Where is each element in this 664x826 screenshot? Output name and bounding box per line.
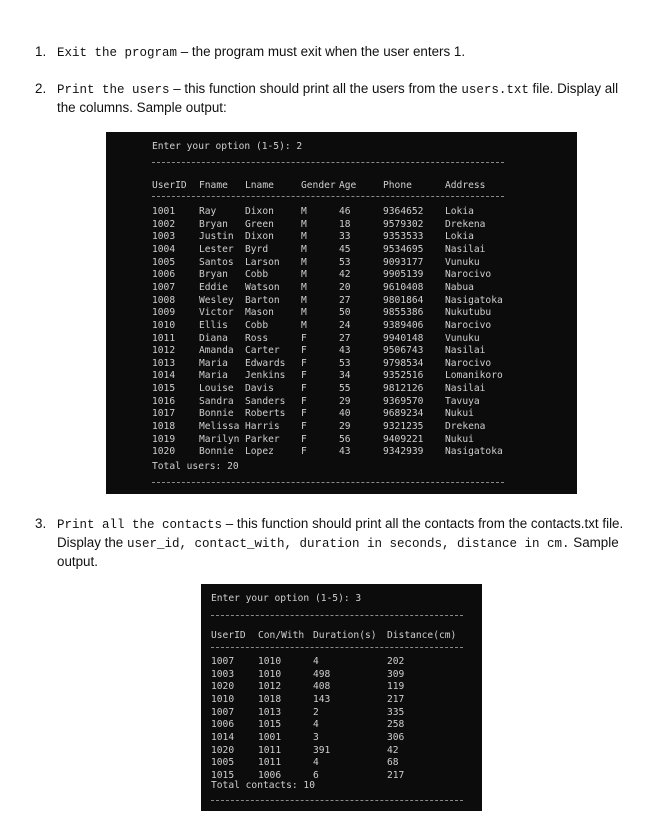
column-header: Duration(s) [313, 630, 377, 641]
table-cell: 1020 [152, 446, 176, 458]
table-cell: 45 [339, 243, 351, 255]
divider [152, 162, 504, 163]
table-cell: Bonnie [199, 446, 234, 458]
table-cell: 29 [339, 395, 351, 407]
table-cell: M [301, 231, 307, 243]
table-cell: Larson [245, 256, 280, 268]
table-cell: 4 [313, 656, 319, 667]
table-cell: 6 [313, 769, 319, 781]
divider [152, 482, 504, 483]
terminal-total: Total contacts: 10 [211, 780, 315, 791]
table-cell: Cobb [245, 319, 269, 331]
table-cell: 9389406 [383, 319, 424, 331]
item-text: – this function should print all the users from the [169, 81, 462, 96]
table-cell: Melissa [199, 421, 240, 433]
table-cell: 408 [313, 681, 331, 693]
divider [152, 196, 504, 197]
table-cell: F [301, 433, 307, 445]
table-cell: 306 [387, 731, 405, 743]
terminal-prompt: Enter your option (1-5): 2 [152, 141, 303, 152]
table-cell: 1001 [258, 731, 282, 743]
item-number: 1. [35, 44, 47, 59]
table-cell: 3 [313, 731, 319, 743]
table-cell: 53 [339, 256, 351, 268]
item-code-filename: users.txt [461, 83, 529, 97]
item-code: Print all the contacts [57, 518, 223, 532]
table-cell: 1005 [211, 757, 235, 769]
table-cell: 9409221 [383, 433, 424, 445]
table-cell: Ray [199, 206, 217, 217]
table-cell: 9610408 [383, 281, 424, 293]
table-cell: 9689234 [383, 408, 424, 420]
table-cell: 1015 [211, 769, 235, 781]
table-cell: Marilyn [199, 433, 240, 445]
divider [211, 615, 463, 616]
table-cell: 1013 [258, 706, 282, 718]
table-cell: 4 [313, 757, 319, 769]
table-cell: M [301, 319, 307, 331]
table-cell: 1020 [211, 744, 235, 756]
table-cell: F [301, 332, 307, 344]
table-cell: 1018 [258, 693, 282, 705]
table-cell: 9812126 [383, 383, 424, 395]
table-cell: M [301, 256, 307, 268]
table-cell: 40 [339, 408, 351, 420]
table-cell: 1002 [152, 218, 176, 230]
table-cell: Ellis [199, 319, 228, 331]
table-cell: 1011 [152, 332, 176, 344]
table-cell: Justin [199, 231, 234, 243]
item-number: 3. [35, 516, 47, 531]
table-cell: M [301, 269, 307, 281]
table-cell: Drekena [445, 218, 486, 230]
table-cell: Nukui [445, 433, 474, 445]
table-cell: 46 [339, 206, 351, 217]
table-cell: 202 [387, 656, 405, 667]
table-cell: Lopez [245, 446, 274, 458]
table-cell: 1018 [152, 421, 176, 433]
table-cell: 68 [387, 757, 399, 769]
table-cell: 1007 [211, 706, 235, 718]
table-cell: 119 [387, 681, 405, 693]
table-cell: M [301, 281, 307, 293]
table-cell: 9534695 [383, 243, 424, 255]
table-cell: 33 [339, 231, 351, 243]
table-cell: 1004 [152, 243, 176, 255]
table-cell: Carter [245, 345, 280, 357]
column-header: Phone [383, 180, 412, 191]
table-cell: Parker [245, 433, 280, 445]
table-cell: Lokia [445, 206, 474, 217]
column-header: Con/With [258, 630, 305, 641]
table-cell: 9905139 [383, 269, 424, 281]
table-cell: Nasigatoka [445, 294, 503, 306]
table-cell: 1006 [152, 269, 176, 281]
table-cell: Cobb [245, 269, 269, 281]
table-cell: Nasilai [445, 383, 486, 395]
contacts-terminal [201, 584, 482, 811]
table-cell: 56 [339, 433, 351, 445]
table-cell: 1007 [211, 656, 235, 667]
table-cell: 29 [339, 421, 351, 433]
table-cell: 1017 [152, 408, 176, 420]
column-header: Fname [199, 180, 228, 191]
table-cell: 391 [313, 744, 331, 756]
item-code: Print the users [57, 83, 170, 97]
table-cell: 34 [339, 370, 351, 382]
table-cell: 1016 [152, 395, 176, 407]
table-cell: 18 [339, 218, 351, 230]
table-cell: 1015 [152, 383, 176, 395]
table-cell: 498 [313, 668, 331, 680]
table-cell: 335 [387, 706, 405, 718]
table-cell: 1012 [152, 345, 176, 357]
item-code: Exit the program [57, 46, 178, 60]
column-header: UserID [152, 180, 187, 191]
table-cell: 1009 [152, 307, 176, 319]
item-text: – the program must exit when the user enters 1. [177, 44, 466, 59]
table-cell: F [301, 395, 307, 407]
table-cell: Maria [199, 357, 228, 369]
table-cell: 309 [387, 668, 405, 680]
table-cell: 1008 [152, 294, 176, 306]
table-cell: 1005 [152, 256, 176, 268]
item-text: file. Display all the columns. Sample output: [57, 81, 619, 115]
table-cell: 43 [339, 345, 351, 357]
table-cell: Bryan [199, 218, 228, 230]
table-cell: Diana [199, 332, 228, 344]
table-cell: 50 [339, 307, 351, 319]
table-cell: 1010 [211, 693, 235, 705]
table-cell: Eddie [199, 281, 228, 293]
table-cell: Tavuya [445, 395, 480, 407]
table-cell: 43 [339, 446, 351, 458]
table-cell: M [301, 307, 307, 319]
table-cell: 20 [339, 281, 351, 293]
table-cell: F [301, 370, 307, 382]
table-cell: F [301, 345, 307, 357]
column-header: Age [339, 180, 357, 191]
table-cell: 1011 [258, 757, 282, 769]
table-cell: 1014 [152, 370, 176, 382]
terminal-prompt: Enter your option (1-5): 3 [211, 593, 362, 604]
table-cell: Bryan [199, 269, 228, 281]
table-cell: Narocivo [445, 357, 492, 369]
table-cell: Roberts [245, 408, 286, 420]
item-text: – this function should print all the contacts from the contacts.txt file. Display the [57, 516, 624, 550]
table-cell: 9364652 [383, 206, 424, 217]
table-cell: Narocivo [445, 269, 492, 281]
table-cell: 1010 [258, 668, 282, 680]
table-cell: Amanda [199, 345, 234, 357]
table-cell: 9506743 [383, 345, 424, 357]
table-cell: 9352516 [383, 370, 424, 382]
table-cell: Nasilai [445, 243, 486, 255]
table-cell: 217 [387, 693, 405, 705]
table-cell: F [301, 446, 307, 458]
column-header: Lname [245, 180, 274, 191]
table-cell: F [301, 357, 307, 369]
table-cell: Maria [199, 370, 228, 382]
table-cell: Dixon [245, 206, 274, 217]
table-cell: 9855386 [383, 307, 424, 319]
table-cell: 143 [313, 693, 331, 705]
table-cell: Narocivo [445, 319, 492, 331]
table-cell: 9801864 [383, 294, 424, 306]
table-cell: Jenkins [245, 370, 286, 382]
table-cell: Sanders [245, 395, 286, 407]
table-cell: Davis [245, 383, 274, 395]
table-cell: Nabua [445, 281, 474, 293]
terminal-total: Total users: 20 [152, 461, 239, 472]
table-cell: Nasigatoka [445, 446, 503, 458]
table-cell: 1010 [152, 319, 176, 331]
column-header: UserID [211, 630, 246, 641]
table-cell: 1013 [152, 357, 176, 369]
table-cell: Sandra [199, 395, 234, 407]
table-cell: Bonnie [199, 408, 234, 420]
table-cell: 1003 [211, 668, 235, 680]
table-cell: 1007 [152, 281, 176, 293]
table-cell: 1010 [258, 656, 282, 667]
table-cell: 217 [387, 769, 405, 781]
table-cell: 9940148 [383, 332, 424, 344]
table-cell: 258 [387, 719, 405, 731]
column-header: Address [445, 180, 486, 191]
table-cell: 9353533 [383, 231, 424, 243]
divider [211, 647, 463, 648]
table-cell: 1020 [211, 681, 235, 693]
users-terminal [106, 132, 577, 494]
table-cell: M [301, 243, 307, 255]
table-cell: 1012 [258, 681, 282, 693]
table-cell: Vunuku [445, 332, 480, 344]
table-cell: 42 [387, 744, 399, 756]
table-cell: 9369570 [383, 395, 424, 407]
table-cell: Edwards [245, 357, 286, 369]
table-cell: F [301, 408, 307, 420]
table-cell: Nukui [445, 408, 474, 420]
table-cell: Lester [199, 243, 234, 255]
table-cell: 9798534 [383, 357, 424, 369]
table-cell: Nukutubu [445, 307, 492, 319]
table-cell: 9321235 [383, 421, 424, 433]
table-cell: 1014 [211, 731, 235, 743]
table-cell: Nasilai [445, 345, 486, 357]
table-cell: Vunuku [445, 256, 480, 268]
table-cell: Dixon [245, 231, 274, 243]
item-number: 2. [35, 81, 47, 96]
table-cell: M [301, 218, 307, 230]
table-cell: Watson [245, 281, 280, 293]
table-cell: 4 [313, 719, 319, 731]
table-cell: 1019 [152, 433, 176, 445]
table-cell: F [301, 383, 307, 395]
table-cell: Mason [245, 307, 274, 319]
item-text: Sample output. [57, 535, 619, 569]
table-cell: 9579302 [383, 218, 424, 230]
table-cell: Byrd [245, 243, 269, 255]
table-cell: 1006 [258, 769, 282, 781]
table-cell: Barton [245, 294, 280, 306]
table-cell: Louise [199, 383, 234, 395]
table-cell: 9342939 [383, 446, 424, 458]
table-cell: Harris [245, 421, 280, 433]
table-cell: 53 [339, 357, 351, 369]
table-cell: 55 [339, 383, 351, 395]
table-cell: Lomanikoro [445, 370, 503, 382]
table-cell: 9093177 [383, 256, 424, 268]
table-cell: M [301, 294, 307, 306]
column-header: Gender [301, 180, 336, 191]
table-cell: 1006 [211, 719, 235, 731]
divider [211, 800, 463, 801]
table-cell: 1011 [258, 744, 282, 756]
column-header: Distance(cm) [387, 630, 457, 641]
table-cell: 24 [339, 319, 351, 331]
table-cell: Drekena [445, 421, 486, 433]
table-cell: Victor [199, 307, 234, 319]
table-cell: Lokia [445, 231, 474, 243]
table-cell: F [301, 421, 307, 433]
table-cell: Ross [245, 332, 269, 344]
table-cell: Santos [199, 256, 234, 268]
table-cell: Green [245, 218, 274, 230]
table-cell: 2 [313, 706, 319, 718]
table-cell: 1015 [258, 719, 282, 731]
table-cell: Wesley [199, 294, 234, 306]
table-cell: 42 [339, 269, 351, 281]
table-cell: 27 [339, 332, 351, 344]
table-cell: 1001 [152, 206, 176, 217]
table-cell: 1003 [152, 231, 176, 243]
table-cell: 27 [339, 294, 351, 306]
item-code-fields: user_id, contact_with, duration in seconds, distance in cm. [126, 537, 570, 551]
table-cell: M [301, 206, 307, 217]
